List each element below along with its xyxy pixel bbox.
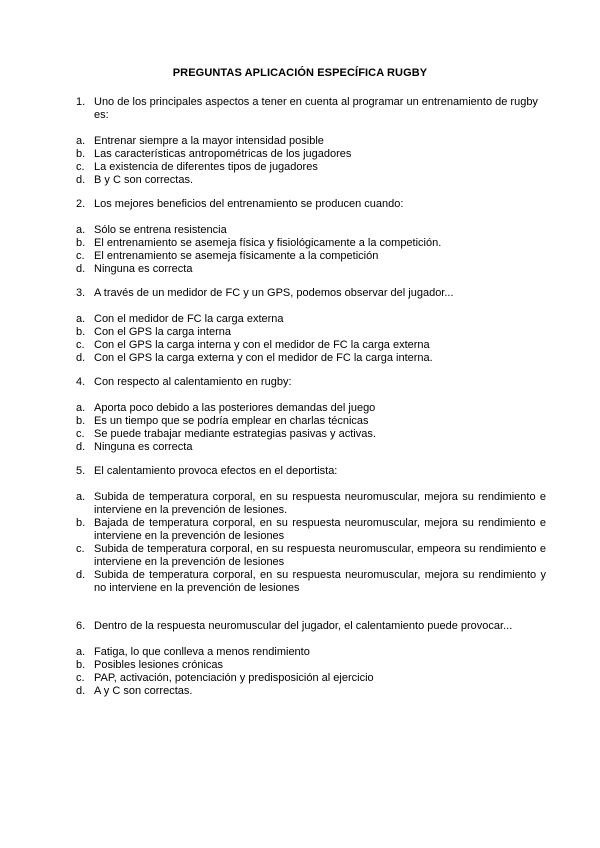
- option-text: Con el medidor de FC la carga externa: [94, 313, 284, 325]
- option-text: Con el GPS la carga externa y con el medidor de FC la carga interna.: [94, 352, 433, 364]
- option-a: [76, 491, 546, 517]
- option-text: El entrenamiento se asemeja física y fisiológicamente a la competición.: [94, 237, 442, 249]
- options-list: [76, 402, 546, 454]
- option-text: PAP, activación, potenciación y predisposición al ejercicio: [94, 672, 374, 684]
- option-c: [76, 672, 546, 685]
- question-text: A través de un medidor de FC y un GPS, podemos observar del jugador...: [94, 287, 454, 299]
- option-letter: b.: [76, 659, 86, 671]
- option-letter: a.: [76, 402, 86, 414]
- option-text: Subida de temperatura corporal, en su respuesta neuromuscular, mejora su rendimiento e interviene en la prevención de lesiones.: [94, 491, 546, 516]
- option-text: Es un tiempo que se podría emplear en charlas técnicas: [94, 415, 369, 427]
- question-1: [76, 96, 546, 187]
- option-c: [76, 339, 546, 352]
- option-letter: a.: [76, 646, 86, 658]
- option-letter: d.: [76, 174, 86, 186]
- question-text: Dentro de la respuesta neuromuscular del jugador, el calentamiento puede provocar...: [94, 620, 513, 632]
- options-list: [76, 224, 546, 276]
- option-text: B y C son correctas.: [94, 174, 194, 186]
- option-text: El entrenamiento se asemeja físicamente a la competición: [94, 250, 379, 262]
- option-b: [76, 148, 546, 161]
- option-b: [76, 517, 546, 543]
- option-letter: c.: [76, 339, 85, 351]
- option-text: Aporta poco debido a las posteriores demandas del juego: [94, 402, 376, 414]
- question-number: 6.: [76, 620, 86, 632]
- question-number: 3.: [76, 287, 86, 299]
- options-list: [76, 491, 546, 595]
- option-c: [76, 543, 546, 569]
- option-letter: b.: [76, 517, 86, 529]
- question-text: El calentamiento provoca efectos en el deportista:: [94, 465, 338, 477]
- option-a: [76, 224, 546, 237]
- question-number: 1.: [76, 96, 86, 108]
- option-c: [76, 250, 546, 263]
- option-letter: b.: [76, 148, 86, 160]
- option-letter: d.: [76, 263, 86, 275]
- question-number: 5.: [76, 465, 86, 477]
- option-d: [76, 174, 546, 187]
- option-text: Bajada de temperatura corporal, en su respuesta neuromuscular, mejora su rendimiento e interviene en la prevención de lesiones: [94, 517, 546, 542]
- question-6: [76, 620, 546, 698]
- question-text: Con respecto al calentamiento en rugby:: [94, 376, 292, 388]
- option-d: [76, 263, 546, 276]
- option-text: Las características antropométricas de los jugadores: [94, 148, 352, 160]
- option-b: [76, 659, 546, 672]
- option-text: Subida de temperatura corporal, en su respuesta neuromuscular, empeora su rendimiento e interviene en la prevención de lesiones: [94, 543, 546, 568]
- option-letter: b.: [76, 237, 86, 249]
- option-text: Se puede trabajar mediante estrategias pasivas y activas.: [94, 428, 376, 440]
- options-list: [76, 646, 546, 698]
- option-letter: d.: [76, 352, 86, 364]
- option-letter: c.: [76, 161, 85, 173]
- option-letter: b.: [76, 415, 86, 427]
- option-letter: d.: [76, 441, 86, 453]
- option-text: Sólo se entrena resistencia: [94, 224, 227, 236]
- option-letter: c.: [76, 543, 85, 555]
- option-a: [76, 135, 546, 148]
- option-d: [76, 441, 546, 454]
- option-letter: c.: [76, 250, 85, 262]
- option-c: [76, 161, 546, 174]
- option-letter: a.: [76, 313, 86, 325]
- option-text: Ninguna es correcta: [94, 441, 193, 453]
- option-text: Con el GPS la carga interna y con el medidor de FC la carga externa: [94, 339, 430, 351]
- option-letter: a.: [76, 491, 86, 503]
- option-text: Entrenar siempre a la mayor intensidad posible: [94, 135, 324, 147]
- option-letter: d.: [76, 569, 86, 581]
- option-letter: b.: [76, 326, 86, 338]
- option-b: [76, 237, 546, 250]
- question-text: Uno de los principales aspectos a tener en cuenta al programar un entrenamiento de rugby es:: [94, 96, 538, 121]
- option-text: Posibles lesiones crónicas: [94, 659, 224, 671]
- question-5: [76, 465, 546, 595]
- option-a: [76, 646, 546, 659]
- options-list: [76, 135, 546, 187]
- option-text: Fatiga, lo que conlleva a menos rendimiento: [94, 646, 310, 658]
- option-b: [76, 326, 546, 339]
- page-title: PREGUNTAS APLICACIÓN ESPECÍFICA RUGBY: [172, 67, 428, 79]
- question-number: 4.: [76, 376, 86, 388]
- question-4: [76, 376, 546, 454]
- option-d: [76, 569, 546, 595]
- option-letter: a.: [76, 135, 86, 147]
- option-b: [76, 415, 546, 428]
- option-c: [76, 428, 546, 441]
- option-text: La existencia de diferentes tipos de jugadores: [94, 161, 318, 173]
- question-text: Los mejores beneficios del entrenamiento se producen cuando:: [94, 198, 404, 210]
- option-letter: a.: [76, 224, 86, 236]
- option-letter: c.: [76, 672, 85, 684]
- question-2: [76, 198, 546, 276]
- option-d: [76, 685, 546, 698]
- option-text: Con el GPS la carga interna: [94, 326, 231, 338]
- option-d: [76, 352, 546, 365]
- option-text: A y C son correctas.: [94, 685, 193, 697]
- option-letter: d.: [76, 685, 86, 697]
- question-number: 2.: [76, 198, 86, 210]
- question-3: [76, 287, 546, 365]
- option-a: [76, 402, 546, 415]
- options-list: [76, 313, 546, 365]
- option-letter: c.: [76, 428, 85, 440]
- option-text: Ninguna es correcta: [94, 263, 193, 275]
- option-a: [76, 313, 546, 326]
- option-text: Subida de temperatura corporal, en su respuesta neuromuscular, mejora su rendimiento y no interviene en la prevención de lesiones: [94, 569, 546, 594]
